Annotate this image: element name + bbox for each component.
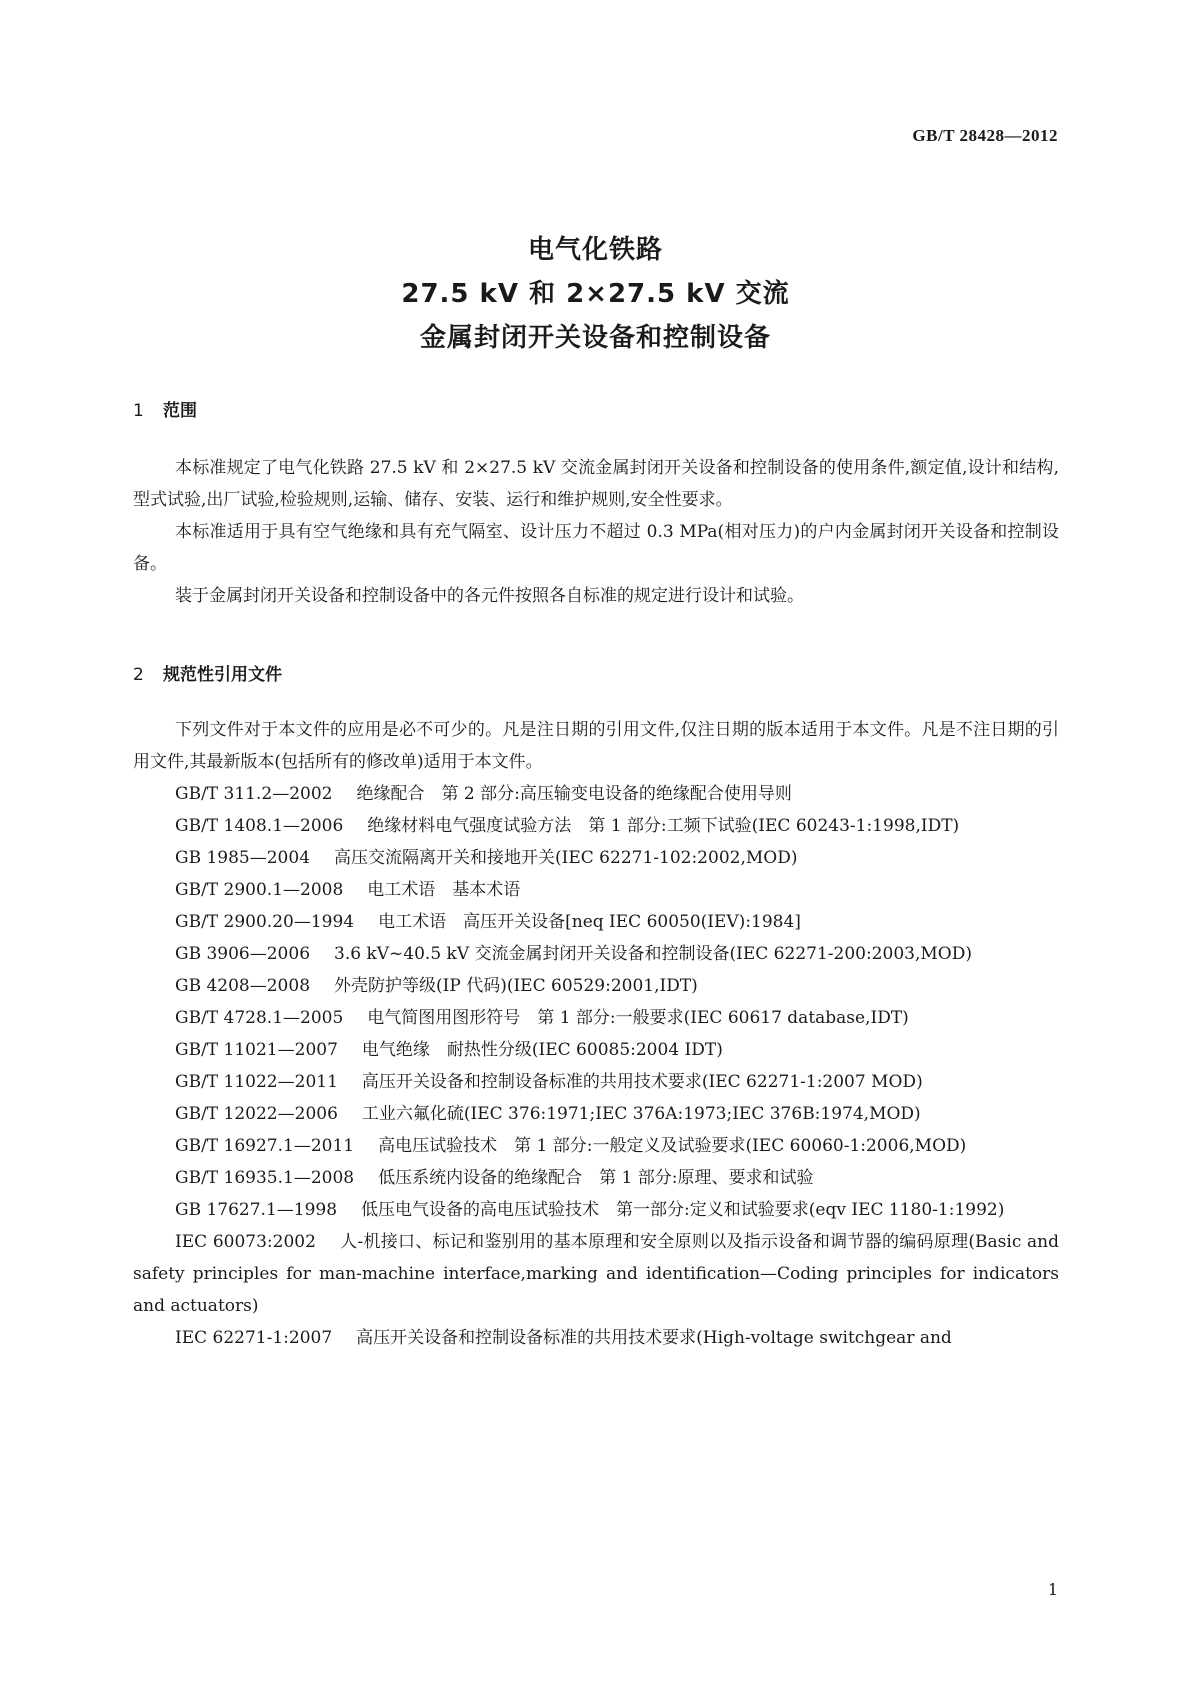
reference-item	[133, 1322, 1059, 1354]
section-1-paragraph: 本标准适用于具有空气绝缘和具有充气隔室、设计压力不超过 0.3 MPa(相对压力)的户内金属封闭开关设备和控制设备。	[133, 522, 1059, 574]
reference-title: 3.6 kV~40.5 kV 交流金属封闭开关设备和控制设备(IEC 62271-200:2003,MOD)	[334, 944, 972, 964]
section-1-paragraph: 装于金属封闭开关设备和控制设备中的各元件按照各自标准的规定进行设计和试验。	[175, 586, 804, 606]
normative-references	[133, 714, 1059, 1354]
reference-item	[133, 810, 1059, 842]
reference-title: 电工术语 高压开关设备[neq IEC 60050(IEV):1984]	[378, 912, 801, 932]
reference-title: 低压系统内设备的绝缘配合 第 1 部分:原理、要求和试验	[378, 1168, 814, 1188]
reference-item	[133, 1098, 1059, 1130]
section-2-number: 2	[133, 665, 144, 685]
standard-number: GB/T 28428—2012	[912, 126, 1058, 145]
reference-item	[133, 970, 1059, 1002]
reference-code: GB 4208—2008	[175, 976, 311, 996]
reference-code: GB/T 2900.20—1994	[175, 912, 355, 932]
reference-title: 高压交流隔离开关和接地开关(IEC 62271-102:2002,MOD)	[334, 848, 798, 868]
document-title	[0, 228, 1191, 360]
reference-code: GB 1985—2004	[175, 848, 311, 868]
reference-title: 高压开关设备和控制设备标准的共用技术要求(High-voltage switchgear and	[356, 1328, 952, 1348]
reference-code: GB/T 311.2—2002	[175, 784, 333, 804]
reference-code: GB/T 4728.1—2005	[175, 1008, 344, 1028]
reference-code: GB/T 16935.1—2008	[175, 1168, 355, 1188]
reference-title: 绝缘配合 第 2 部分:高压输变电设备的绝缘配合使用导则	[356, 784, 792, 804]
reference-item	[133, 874, 1059, 906]
reference-item	[133, 1130, 1059, 1162]
reference-code: GB/T 12022—2006	[175, 1104, 338, 1124]
title-line-1: 电气化铁路	[527, 235, 663, 265]
reference-code: GB/T 2900.1—2008	[175, 880, 344, 900]
reference-title: 高电压试验技术 第 1 部分:一般定义及试验要求(IEC 60060-1:2006,MOD)	[378, 1136, 967, 1156]
reference-code: GB/T 16927.1—2011	[175, 1136, 355, 1156]
reference-code: GB 17627.1—1998	[175, 1200, 338, 1220]
page-number: 1	[1047, 1580, 1058, 1599]
section-1-body	[133, 452, 1059, 612]
reference-item	[133, 842, 1059, 874]
reference-title: 电气简图用图形符号 第 1 部分:一般要求(IEC 60617 database,IDT)	[367, 1008, 909, 1028]
section-1-heading	[133, 396, 197, 421]
section-1-title: 范围	[163, 401, 197, 421]
section-1-paragraph: 本标准规定了电气化铁路 27.5 kV 和 2×27.5 kV 交流金属封闭开关设备和控制设备的使用条件,额定值,设计和结构,型式试验,出厂试验,检验规则,运输、储存、安装、运行和维护规则,安全性要求。	[133, 458, 1059, 510]
reference-title: 低压电气设备的高电压试验技术 第一部分:定义和试验要求(eqv IEC 1180-1:1992)	[361, 1200, 1005, 1220]
reference-item	[133, 938, 1059, 970]
reference-code: GB/T 1408.1—2006	[175, 816, 344, 836]
reference-item	[133, 1034, 1059, 1066]
reference-item	[133, 778, 1059, 810]
section-2-heading	[133, 660, 282, 685]
reference-title: 工业六氟化硫(IEC 376:1971;IEC 376A:1973;IEC 376B:1974,MOD)	[361, 1104, 921, 1124]
reference-title: 电气绝缘 耐热性分级(IEC 60085:2004 IDT)	[361, 1040, 723, 1060]
reference-item	[133, 906, 1059, 938]
reference-item	[133, 1162, 1059, 1194]
title-line-3: 金属封闭开关设备和控制设备	[419, 323, 771, 353]
reference-item	[133, 1066, 1059, 1098]
references-intro: 下列文件对于本文件的应用是必不可少的。凡是注日期的引用文件,仅注日期的版本适用于本文件。凡是不注日期的引用文件,其最新版本(包括所有的修改单)适用于本文件。	[133, 720, 1059, 772]
reference-item	[133, 1226, 1059, 1322]
reference-title: 人-机接口、标记和鉴别用的基本原理和安全原则以及指示设备和调节器的编码原理(Basic and safety principles for man-machine interface,marking and identification—Coding principles for indicators and actuators)	[133, 1232, 1059, 1316]
reference-title: 绝缘材料电气强度试验方法 第 1 部分:工频下试验(IEC 60243-1:1998,IDT)	[367, 816, 960, 836]
reference-code: GB/T 11022—2011	[175, 1072, 338, 1092]
section-1-number: 1	[133, 401, 144, 421]
reference-item	[133, 1194, 1059, 1226]
section-2-title: 规范性引用文件	[163, 665, 282, 685]
title-line-2: 27.5 kV 和 2×27.5 kV 交流	[401, 279, 790, 309]
reference-code: GB 3906—2006	[175, 944, 311, 964]
reference-code: IEC 62271-1:2007	[175, 1328, 333, 1348]
reference-code: GB/T 11021—2007	[175, 1040, 338, 1060]
reference-title: 电工术语 基本术语	[367, 880, 521, 900]
reference-title: 高压开关设备和控制设备标准的共用技术要求(IEC 62271-1:2007 MOD)	[361, 1072, 923, 1092]
reference-title: 外壳防护等级(IP 代码)(IEC 60529:2001,IDT)	[334, 976, 698, 996]
reference-item	[133, 1002, 1059, 1034]
reference-code: IEC 60073:2002	[175, 1232, 316, 1252]
